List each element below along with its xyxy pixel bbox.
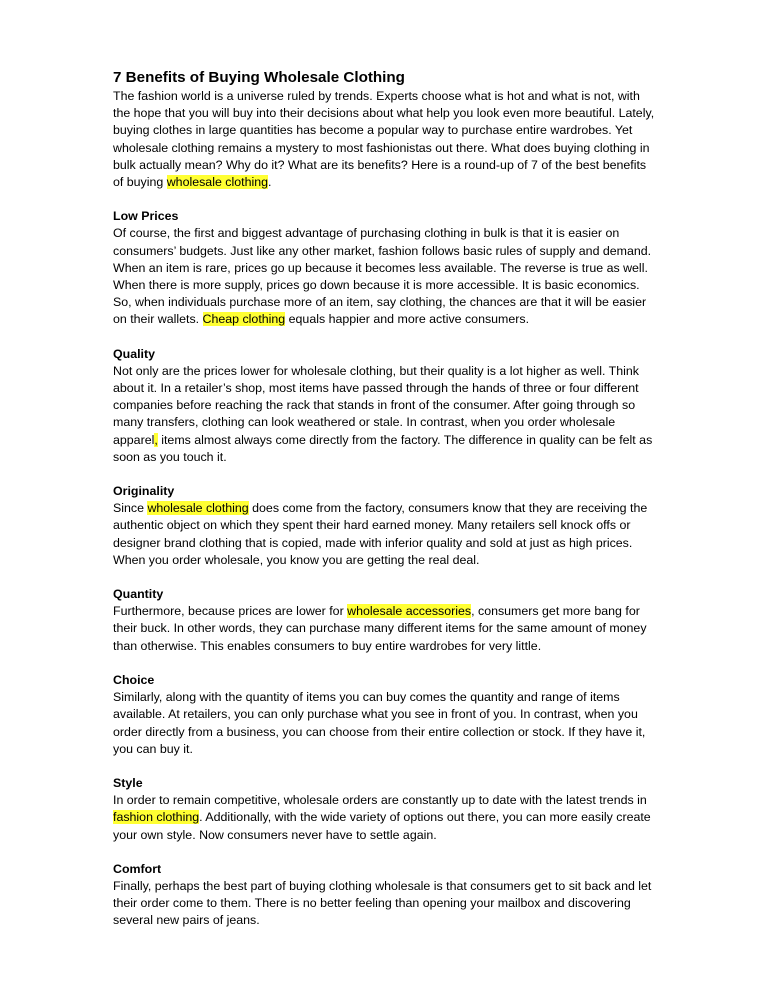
section-paragraph-originality (113, 500, 658, 569)
intro-text-end: . (268, 175, 272, 190)
originality-highlight: wholesale clothing (147, 501, 249, 516)
section-heading-quantity: Quantity (113, 587, 164, 602)
style-text-end: . Additionally, with the wide variety of options out there, you can more easily create your own style. Now consumers never have to settle again. (113, 810, 651, 842)
document-page (113, 68, 658, 930)
section-paragraph-style (113, 792, 658, 844)
section-paragraph-quality (113, 363, 658, 466)
section-heading-originality: Originality (113, 484, 175, 499)
originality-text: Since (113, 501, 148, 516)
intro-highlight: wholesale clothing (166, 175, 268, 190)
section-paragraph-choice: Similarly, along with the quantity of items you can buy comes the quantity and range of items available. At retailers, you can only purchase what you see in front of you. In contrast, when you order directly from a business, you can choose from their entire collection or stock. If they have it, you can buy it. (113, 690, 646, 756)
style-highlight: fashion clothing (113, 810, 200, 825)
section-paragraph-quantity (113, 603, 658, 655)
section-paragraph-comfort: Finally, perhaps the best part of buying clothing wholesale is that consumers get to sit back and let their order come to them. There is no better feeling than opening your mailbox and discovering several new pairs of jeans. (113, 878, 652, 928)
quality-text: Not only are the prices lower for wholesale clothing, but their quality is a lot higher as well. Think about it. In a retailer’s shop, most items have passed through the hands of three or four different companies before reaching the rack that stands in front of the consumer. After going through so many transfers, clothing can look weathered or stale. In contrast, when you order wholesale apparel (113, 363, 639, 447)
section-heading-quality: Quality (113, 346, 155, 361)
low-prices-text-end: equals happier and more active consumers. (285, 312, 530, 327)
quantity-text: Furthermore, because prices are lower for (113, 604, 348, 619)
quality-text-end: items almost always come directly from the factory. The difference in quality can be felt as soon as you touch it. (113, 432, 653, 464)
section-paragraph-low-prices (113, 225, 658, 328)
document-title: 7 Benefits of Buying Wholesale Clothing (113, 69, 405, 86)
intro-paragraph (113, 88, 658, 191)
quantity-highlight: wholesale accessories (347, 604, 472, 619)
originality-text-end: does come from the factory, consumers know that they are receiving the authentic object on which they spent their hard earned money. Many retailers sell knock offs or designer brand clothing that is copied, made with inferior quality and sold at just as high prices. When you order wholesale, you know you are getting the real deal. (113, 501, 648, 567)
section-heading-low-prices: Low Prices (113, 209, 179, 224)
low-prices-highlight: Cheap clothing (202, 312, 286, 327)
quantity-text-end: , consumers get more bang for their buck. In other words, they can purchase many different items for the same amount of money than otherwise. This enables consumers to buy entire wardrobes for very little. (113, 604, 647, 653)
quality-highlight: , (154, 432, 158, 447)
style-text: In order to remain competitive, wholesale orders are constantly up to date with the latest trends in (113, 793, 647, 808)
section-heading-choice: Choice (113, 672, 155, 687)
low-prices-text: Of course, the first and biggest advantage of purchasing clothing in bulk is that it is easier on consumers’ budgets. Just like any other market, fashion follows basic rules of supply and demand. When an item is rare, prices go up because it becomes less available. The reverse is true as well. When there is more supply, prices go down because it is more accessible. It is basic economics. So, when individuals purchase more of an item, say clothing, the chances are that it will be easier on their wallets. (113, 226, 652, 327)
section-heading-style: Style (113, 775, 143, 790)
section-heading-comfort: Comfort (113, 861, 162, 876)
intro-text: The fashion world is a universe ruled by trends. Experts choose what is hot and what is not, with the hope that you will buy into their decisions about what help you look even more beautiful. Lately, buying clothes in large quantities has become a popular way to purchase entire wardrobes. Yet wholesale clothing remains a mystery to most fashionistas out there. What does buying clothing in bulk actually mean? Why do it? What are its benefits? Here is a round-up of 7 of the best benefits of buying (113, 89, 655, 190)
